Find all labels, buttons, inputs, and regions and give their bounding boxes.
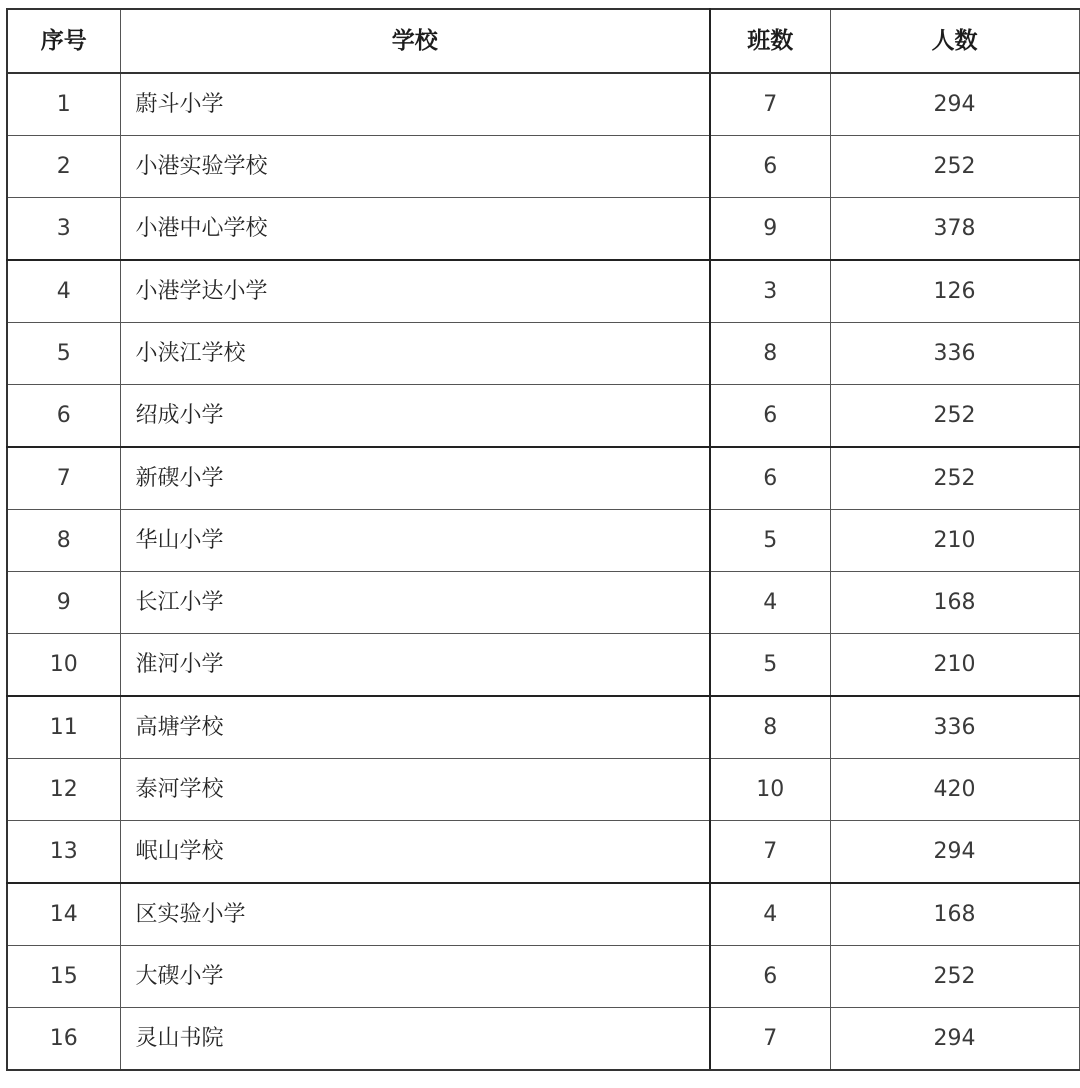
- table-row: [7, 883, 1079, 946]
- table-row: [7, 634, 1079, 697]
- table-row: [7, 821, 1079, 884]
- row-school: 华山小学: [120, 510, 710, 572]
- row-classes: 10: [710, 759, 830, 821]
- row-classes: 4: [710, 883, 830, 946]
- table-row: [7, 323, 1079, 385]
- row-school: 灵山书院: [120, 1008, 710, 1071]
- row-index: 8: [7, 510, 120, 572]
- row-classes: 9: [710, 198, 830, 261]
- row-index: 5: [7, 323, 120, 385]
- row-index: 12: [7, 759, 120, 821]
- row-students: 252: [830, 136, 1079, 198]
- row-students: 252: [830, 385, 1079, 448]
- row-students: 168: [830, 883, 1079, 946]
- table-row: [7, 447, 1079, 510]
- row-students: 378: [830, 198, 1079, 261]
- row-classes: 3: [710, 260, 830, 323]
- table-row: [7, 759, 1079, 821]
- row-classes: 6: [710, 447, 830, 510]
- header-school: 学校: [120, 9, 710, 73]
- row-school: 小港中心学校: [120, 198, 710, 261]
- row-index: 1: [7, 73, 120, 136]
- row-students: 336: [830, 323, 1079, 385]
- row-index: 2: [7, 136, 120, 198]
- row-students: 294: [830, 1008, 1079, 1071]
- row-students: 294: [830, 821, 1079, 884]
- row-students: 126: [830, 260, 1079, 323]
- row-index: 10: [7, 634, 120, 697]
- row-index: 11: [7, 696, 120, 759]
- table-row: [7, 1008, 1079, 1071]
- row-classes: 5: [710, 510, 830, 572]
- table-row: [7, 198, 1079, 261]
- row-school: 小港学达小学: [120, 260, 710, 323]
- row-school: 新碶小学: [120, 447, 710, 510]
- row-index: 6: [7, 385, 120, 448]
- row-index: 7: [7, 447, 120, 510]
- table-row: [7, 946, 1079, 1008]
- row-index: 9: [7, 572, 120, 634]
- row-classes: 8: [710, 696, 830, 759]
- row-students: 294: [830, 73, 1079, 136]
- row-classes: 5: [710, 634, 830, 697]
- row-students: 336: [830, 696, 1079, 759]
- row-students: 252: [830, 946, 1079, 1008]
- row-classes: 6: [710, 136, 830, 198]
- row-classes: 8: [710, 323, 830, 385]
- table-row: [7, 260, 1079, 323]
- table-row: [7, 73, 1079, 136]
- row-school: 岷山学校: [120, 821, 710, 884]
- header-index: 序号: [7, 9, 120, 73]
- row-index: 14: [7, 883, 120, 946]
- row-students: 210: [830, 510, 1079, 572]
- row-classes: 7: [710, 1008, 830, 1071]
- row-school: 长江小学: [120, 572, 710, 634]
- row-school: 淮河小学: [120, 634, 710, 697]
- table-row: [7, 510, 1079, 572]
- row-students: 168: [830, 572, 1079, 634]
- table-row: [7, 696, 1079, 759]
- header-students: 人数: [830, 9, 1079, 73]
- row-school: 小浃江学校: [120, 323, 710, 385]
- row-index: 15: [7, 946, 120, 1008]
- table-row: [7, 385, 1079, 448]
- row-school: 大碶小学: [120, 946, 710, 1008]
- row-classes: 6: [710, 385, 830, 448]
- row-students: 420: [830, 759, 1079, 821]
- header-row: [7, 9, 1079, 73]
- row-index: 3: [7, 198, 120, 261]
- school-enrollment-table: [6, 8, 1080, 1071]
- row-students: 210: [830, 634, 1079, 697]
- row-index: 16: [7, 1008, 120, 1071]
- table-row: [7, 136, 1079, 198]
- table-row: [7, 572, 1079, 634]
- row-index: 13: [7, 821, 120, 884]
- row-school: 区实验小学: [120, 883, 710, 946]
- row-index: 4: [7, 260, 120, 323]
- row-school: 蔚斗小学: [120, 73, 710, 136]
- row-classes: 7: [710, 73, 830, 136]
- row-school: 泰河学校: [120, 759, 710, 821]
- row-classes: 4: [710, 572, 830, 634]
- row-students: 252: [830, 447, 1079, 510]
- row-classes: 6: [710, 946, 830, 1008]
- header-classes: 班数: [710, 9, 830, 73]
- row-school: 绍成小学: [120, 385, 710, 448]
- row-school: 小港实验学校: [120, 136, 710, 198]
- row-school: 高塘学校: [120, 696, 710, 759]
- row-classes: 7: [710, 821, 830, 884]
